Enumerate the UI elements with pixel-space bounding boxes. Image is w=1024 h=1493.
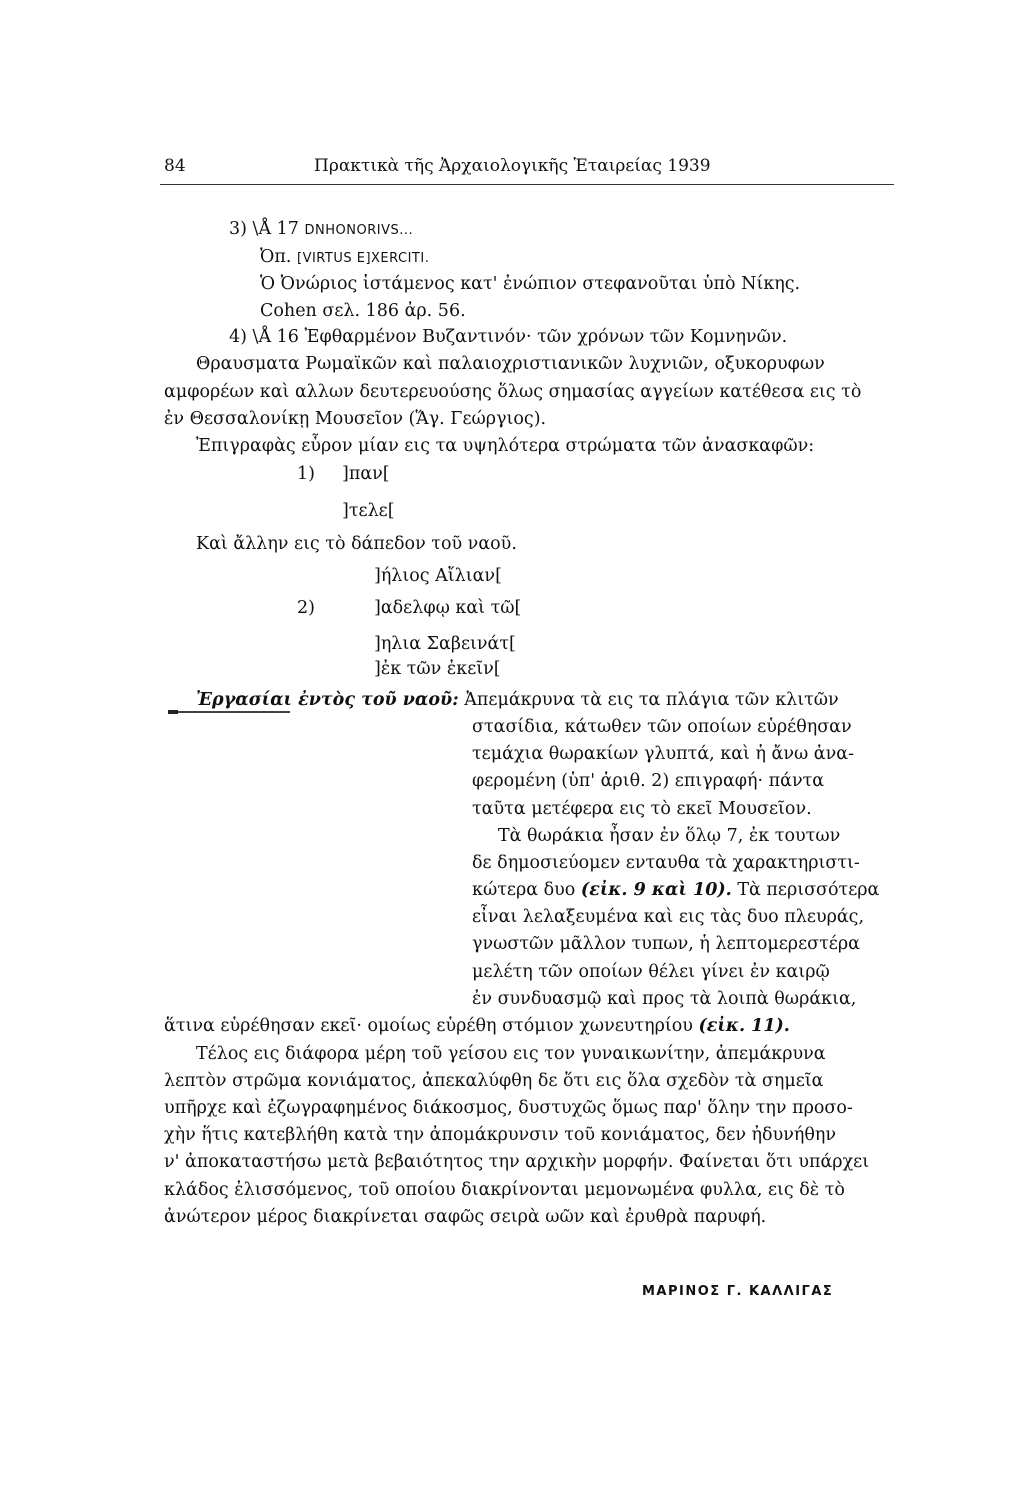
paragraph-line <box>472 876 879 904</box>
paragraph-line: ταῦτα μετέφερα εις τὸ εκεῖ Μουσεῖον. <box>472 799 812 819</box>
inscription-number: 1) <box>297 464 315 484</box>
text-run: Τὰ περισσότερα <box>737 880 880 900</box>
coin-item-3 <box>229 215 413 245</box>
paragraph-line: δε δημοσιεύομεν ενταυθα τὰ χαρακτηριστι- <box>472 853 860 873</box>
text-run: ἅτινα εὑρέθησαν εκεῖ· ομοίως εὑρέθη στόμιον χωνευτηρίου <box>164 1016 693 1036</box>
paragraph-line: λεπτὸν στρῶμα κονιάματος, ἀπεκαλύφθη δε ὅτι εις ὅλα σχεδὸν τὰ σημεῖα <box>164 1071 824 1091</box>
paragraph-line: κλάδος ἑλισσόμενος, τοῦ οποίου διακρίνονται μεμονωμένα φυλλα, εις δὲ τὸ <box>164 1180 845 1200</box>
text-run: κώτερα δυο <box>472 880 576 900</box>
item-number: 3) <box>229 219 247 239</box>
figure-reference: (εἰκ. 11). <box>698 1016 790 1036</box>
paragraph-line: Τὰ θωράκια ἦσαν ἐν ὅλῳ 7, ἐκ τουτων <box>498 826 841 846</box>
inscription-number: 2) <box>297 598 315 618</box>
coin-value: 16 <box>276 327 299 347</box>
paragraph-line: Ἐπιγραφὰς εὗρον μίαν εις τα υψηλότερα στρώματα τῶν ἀνασκαφῶν: <box>196 436 815 456</box>
obverse-legend: DNHONORIVS... <box>304 223 414 238</box>
section-heading: Ἐργασίαι ἐντὸς τοῦ ναοῦ: <box>196 690 459 710</box>
denomination-mark: \Å <box>252 327 272 347</box>
coin-item-4 <box>229 323 787 351</box>
works-first-line <box>196 686 839 714</box>
reverse-legend: [VIRTUS E]XERCITI. <box>297 251 430 266</box>
paragraph-line: Θραυσματα Ρωμαϊκῶν καὶ παλαιοχριστιανικῶν λυχνιῶν, οξυκορυφων <box>196 354 825 374</box>
paragraph-line: στασίδια, κάτωθεν τῶν οποίων εὑρέθησαν <box>472 717 852 737</box>
paragraph-line: Τέλος εις διάφορα μέρη τοῦ γείσου εις τον γυναικωνίτην, ἀπεμάκρυνα <box>196 1044 826 1064</box>
reverse-prefix: Ὀπ. <box>260 247 292 267</box>
header-rule <box>160 184 894 185</box>
inscription-line: ]ηλια Σαβεινάτ[ <box>374 634 516 654</box>
figure-reference: (εἰκ. 9 καὶ 10). <box>580 880 732 900</box>
reverse-line <box>260 243 429 273</box>
paragraph-line: τεμάχια θωρακίων γλυπτά, καὶ ἡ ἄνω ἀνα- <box>472 744 854 764</box>
inscription-line: ]παν[ <box>342 464 390 484</box>
paragraph-line: γνωστῶν μᾶλλον τυπων, ἡ λεπτομερεστέρα <box>472 934 860 954</box>
paragraph-line: χὴν ἥτις κατεβλήθη κατὰ την ἀπομάκρυνσιν τοῦ κονιάματος, δεν ἠδυνήθην <box>164 1125 836 1145</box>
paragraph-line: υπῆρχε καὶ ἐζωγραφημένος διάκοσμος, δυστυχῶς ὅμως παρ' ὅλην την προσο- <box>164 1098 853 1118</box>
coin-description: Ἐφθαρμένον Βυζαντινόν· τῶν χρόνων τῶν Κομνηνῶν. <box>304 327 788 347</box>
paragraph-line: μελέτη τῶν οποίων θέλει γίνει ἐν καιρῷ <box>472 962 830 982</box>
paragraph-line: ἐν Θεσσαλονίκῃ Μουσεῖον (Ἅγ. Γεώργιος). <box>164 409 547 429</box>
works-text: Ἀπεμάκρυνα τὰ εις τα πλάγια τῶν κλιτῶν <box>464 690 839 710</box>
author-signature: ΜΑΡΙΝΟΣ Γ. ΚΑΛΛΙΓΑΣ <box>642 1284 834 1299</box>
coin-description: Ὁ Ὀνώριος ἱστάμενος κατ' ἐνώπιον στεφανοῦται ὑπὸ Νίκης. <box>260 274 801 294</box>
paragraph-line: ἐν συνδυασμῷ καὶ προς τὰ λοιπὰ θωράκια, <box>472 989 857 1009</box>
page-number: 84 <box>164 156 186 176</box>
coin-value: 17 <box>276 219 299 239</box>
coin-reference: Cohen σελ. 186 ἀρ. 56. <box>260 301 466 321</box>
paragraph-line: ν' ἀποκαταστήσω μετὰ βεβαιότητος την αρχικὴν μορφήν. Φαίνεται ὅτι υπάρχει <box>164 1152 870 1172</box>
paragraph-line: φερομένη (ὑπ' ἀριθ. 2) επιγραφή· πάντα <box>472 771 825 791</box>
paragraph-line: Καὶ ἄλλην εις τὸ δάπεδον τοῦ ναοῦ. <box>196 534 517 554</box>
denomination-mark: \Å <box>252 219 272 239</box>
paragraph-line: ἀνώτερον μέρος διακρίνεται σαφῶς σειρὰ ωῶν καὶ ἐρυθρὰ παρυφή. <box>164 1207 767 1227</box>
inscription-line: ]αδελφῳ καὶ τῶ[ <box>374 598 522 618</box>
inscription-line: ]ἐκ τῶν ἐκεῖν[ <box>374 659 501 679</box>
paragraph-line <box>164 1012 790 1040</box>
item-number: 4) <box>229 327 247 347</box>
figure-edge-artifact <box>168 709 290 715</box>
inscription-line: ]τελε[ <box>342 501 395 521</box>
running-title: Πρακτικὰ τῆς Ἀρχαιολογικῆς Ἑταιρείας 1939 <box>314 156 711 176</box>
paragraph-line: αμφορέων καὶ αλλων δευτερευούσης ὅλως σημασίας αγγείων κατέθεσα εις τὸ <box>164 382 862 402</box>
paragraph-line: εἶναι λελαξευμένα καὶ εις τὰς δυο πλευράς, <box>472 907 865 927</box>
inscription-line: ]ήλιος Αἴλιαν[ <box>374 566 502 586</box>
